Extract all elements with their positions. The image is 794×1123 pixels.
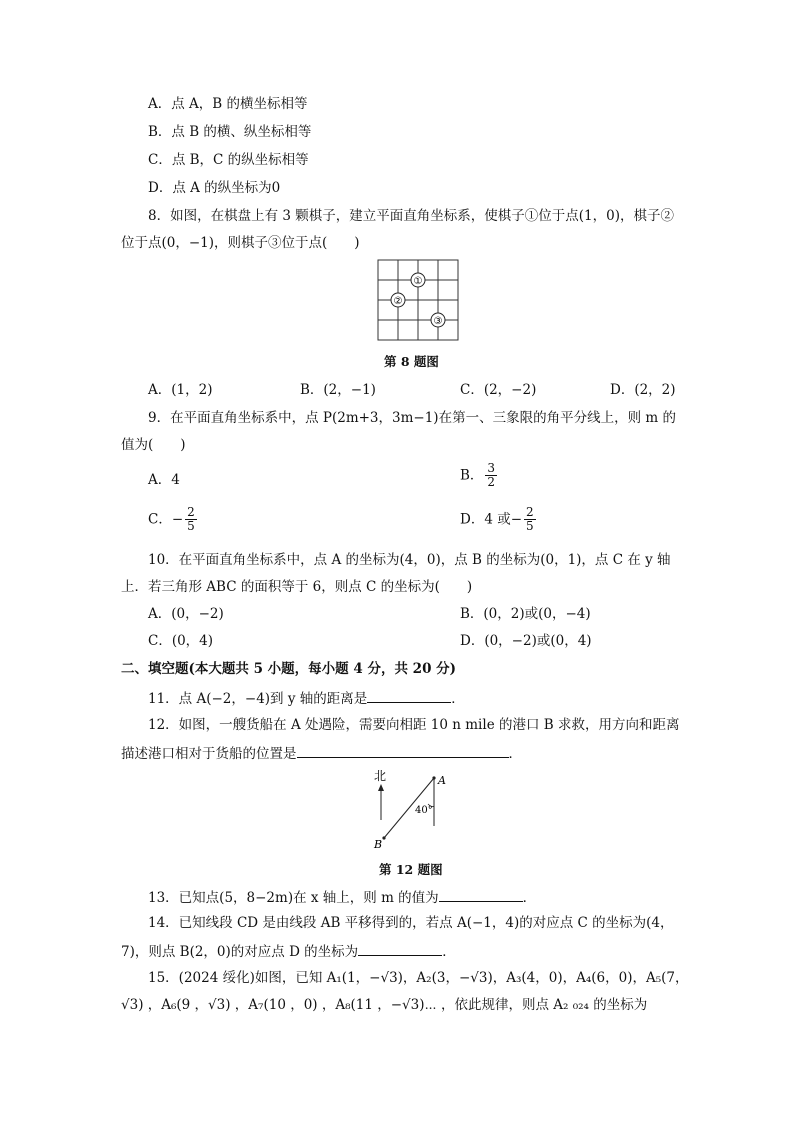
fraction-3-2: $\frac{3}{2}$ xyxy=(487,461,496,489)
q8-option-a: A．(1，2) xyxy=(148,382,213,398)
q15-stem-line2: √3) ，A₆(9 ，√3) ，A₇(10 ，0) ，A₈(11 ，−√3)⋯ ，依此规律，则点 A₂ ₀₂₄ 的坐标为 xyxy=(121,997,648,1013)
q12-ship-bearing-figure xyxy=(368,766,458,852)
q10-option-c: C．(0，4) xyxy=(148,633,214,649)
chess-piece-3 xyxy=(431,313,445,327)
q8-option-c: C．(2，−2) xyxy=(460,382,537,398)
q9-option-c: C．− $\frac{2}{5}$ xyxy=(148,505,195,533)
q10-stem-line1: 10．在平面直角坐标系中，点 A 的坐标为(4，0)，点 B 的坐标为(0，1)，点 C 在 y 轴 xyxy=(148,552,671,568)
q7-option-c: C．点 B，C 的纵坐标相等 xyxy=(148,152,309,168)
north-label: 北 xyxy=(374,769,387,783)
q12-stem-line2: 描述港口相对于货船的位置是 ． xyxy=(121,743,522,763)
q8-option-d: D．(2，2) xyxy=(610,382,676,398)
q14-stem-line2: 7)，则点 B(2，0)的对应点 D 的坐标为 ． xyxy=(121,941,456,961)
q9-stem-line2: 值为( ) xyxy=(121,437,186,453)
q7-option-b: B．点 B 的横、纵坐标相等 xyxy=(148,124,312,140)
q10-option-b: B．(0，2)或(0，−4) xyxy=(460,606,591,622)
chess-piece-2 xyxy=(391,293,405,307)
q8-stem-line2: 位于点(0，−1)，则棋子③位于点( ) xyxy=(121,235,360,251)
q8-option-b: B．(2，−1) xyxy=(300,382,376,398)
angle-label: 40° xyxy=(415,805,433,816)
q14-stem-line1: 14．已知线段 CD 是由线段 AB 平移得到的，若点 A(−1，4)的对应点 C 的坐标为(4， xyxy=(148,915,674,931)
q9-option-d: D．4 或− $\frac{2}{5}$ xyxy=(460,505,534,533)
q7-option-d: D．点 A 的纵坐标为0 xyxy=(148,180,281,196)
q11-stem: 11．点 A(−2，−4)到 y 轴的距离是 ． xyxy=(148,688,465,708)
q13-stem: 13．已知点(5，8−2m)在 x 轴上，则 m 的值为 ． xyxy=(148,887,536,907)
north-arrow-icon xyxy=(378,784,384,820)
svg-text:①: ① xyxy=(413,276,423,287)
fraction-2-5: $\frac{2}{5}$ xyxy=(187,505,195,533)
q12-figure-caption: 第 12 题图 xyxy=(379,862,443,877)
point-b-label: B xyxy=(374,838,383,851)
q9-option-a: A．4 xyxy=(148,472,180,488)
fraction-2-5: $\frac{2}{5}$ xyxy=(526,505,534,533)
svg-text:③: ③ xyxy=(433,316,443,327)
q10-option-d: D．(0，−2)或(0，4) xyxy=(460,633,592,649)
q10-option-a: A．(0，−2) xyxy=(148,606,224,622)
q7-option-a: A．点 A，B 的横坐标相等 xyxy=(148,96,308,112)
svg-text:②: ② xyxy=(393,296,403,307)
q15-stem-line1: 15．(2024 绥化)如图，已知 A₁(1，−√3)，A₂(3，−√3)，A₃(4，0)，A₄(6，0)，A₅(7， xyxy=(148,970,689,986)
chess-piece-1 xyxy=(411,273,425,287)
q11-answer-blank[interactable] xyxy=(367,688,451,703)
point-a-label: A xyxy=(438,774,446,787)
q12-answer-blank[interactable] xyxy=(297,743,509,758)
section-2-heading: 二、填空题(本大题共 5 小题，每小题 4 分，共 20 分) xyxy=(121,661,457,677)
q14-answer-blank[interactable] xyxy=(358,941,442,956)
q13-answer-blank[interactable] xyxy=(439,887,523,902)
q9-option-b: B． $\frac{3}{2}$ xyxy=(460,461,496,489)
q8-stem-line1: 8．如图，在棋盘上有 3 颗棋子，建立平面直角坐标系，使棋子①位于点(1，0)，棋子② xyxy=(148,208,674,224)
q9-stem-line1: 9．在平面直角坐标系中，点 P(2m+3，3m−1)在第一、三象限的角平分线上，则 m 的 xyxy=(148,410,676,426)
q8-figure-caption: 第 8 题图 xyxy=(384,354,439,369)
q12-stem-line1: 12．如图，一艘货船在 A 处遇险，需要向相距 10 n mile 的港口 B 求救，用方向和距离 xyxy=(148,717,680,733)
q8-chessboard-figure xyxy=(376,258,460,342)
q10-stem-line2: 上．若三角形 ABC 的面积等于 6，则点 C 的坐标为( ) xyxy=(121,579,473,595)
